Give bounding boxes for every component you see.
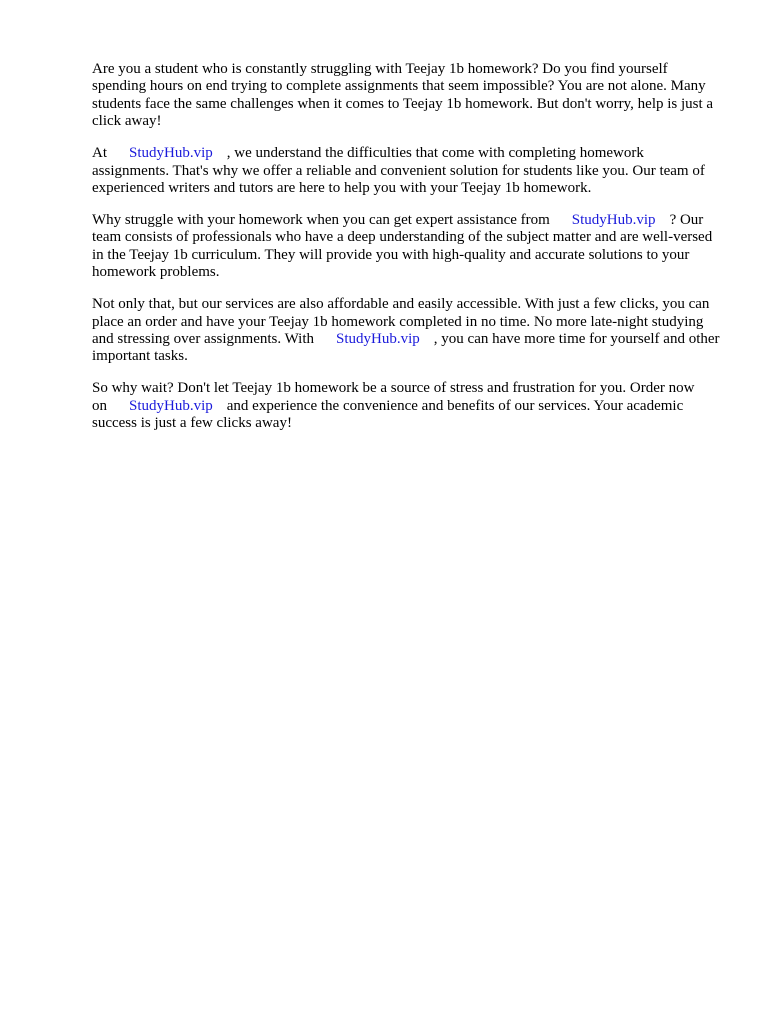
paragraph-expert — [92, 212, 724, 282]
paragraph-affordable — [92, 296, 724, 366]
paragraph-text-before: Why struggle with your homework when you can get expert assistance from — [92, 212, 550, 229]
paragraph-about — [92, 145, 724, 197]
studyhub-link[interactable]: StudyHub.vip — [129, 145, 213, 162]
paragraph-text-after: ? Our team consists of professionals who have a deep understanding of the subject matter and are well-versed in the Teejay 1b curriculum. They will provide you with high-quality and accurate solutions to your homework problems. — [92, 212, 713, 281]
paragraph-text: Are you a student who is constantly struggling with Teejay 1b homework? Do you find yourself spending hours on end trying to complete assignments that seem impossible? You are not alone. Many students face the same challenges when it comes to Teejay 1b homework. But don't worry, help is just a click away! — [92, 61, 714, 130]
paragraph-text-after: and experience the convenience and benefits of our services. Your academic success is just a few clicks away! — [92, 397, 684, 432]
studyhub-link[interactable]: StudyHub.vip — [129, 397, 213, 414]
studyhub-link[interactable]: StudyHub.vip — [336, 331, 420, 348]
paragraph-text-before: At — [92, 145, 107, 162]
document-body — [92, 61, 724, 447]
paragraph-text-before: So why wait? Don't let Teejay 1b homework be a source of stress and frustration for you. Order now on — [92, 380, 695, 414]
paragraph-text-before: Not only that, but our services are also affordable and easily accessible. With just a few clicks, you can place an order and have your Teejay 1b homework completed in no time. No more late-night studying and stressing over assignments. With — [92, 296, 710, 348]
paragraph-intro — [92, 61, 724, 131]
paragraph-text-after: , you can have more time for yourself and other important tasks. — [92, 331, 720, 365]
paragraph-text-after: , we understand the difficulties that come with completing homework assignments. That's why we offer a reliable and convenient solution for students like you. Our team of experienced writers and tutors are here to help you with your Teejay 1b homework. — [92, 145, 705, 197]
studyhub-link[interactable]: StudyHub.vip — [571, 212, 656, 229]
paragraph-closing — [92, 380, 724, 432]
